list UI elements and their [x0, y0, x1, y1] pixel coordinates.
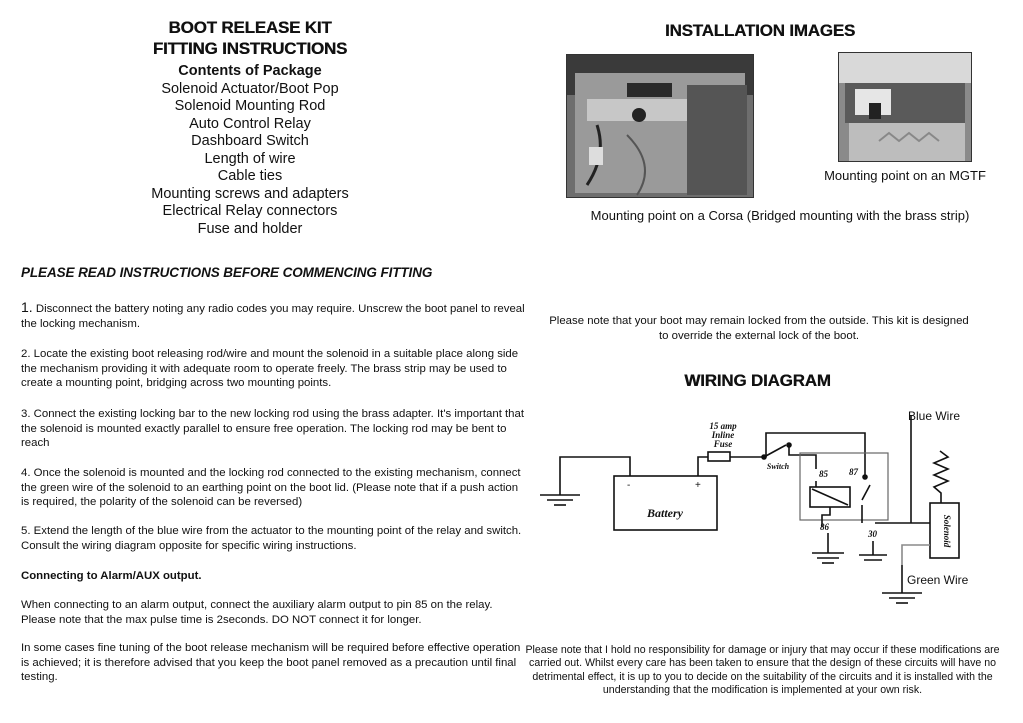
- step-3: 3. Connect the existing locking bar to the new locking rod using the brass adapter. It's important that the solenoid is mounted exactly parallel to ensure free operation. The locking rod may be bent to reach: [21, 408, 525, 450]
- positive-wire: [698, 457, 708, 476]
- installation-images-title: INSTALLATION IMAGES: [664, 21, 856, 40]
- read-instructions-heading: PLEASE READ INSTRUCTIONS BEFORE COMMENCING FITTING: [21, 265, 433, 280]
- battery-minus: -: [627, 480, 631, 491]
- green-wire-line: [902, 545, 930, 565]
- step-5: 5. Extend the length of the blue wire from the actuator to the mounting point of the relay and switch. Consult the wiring diagram opposite for specific wiring instructions.: [21, 525, 522, 552]
- fuse-label-3: Fuse: [713, 439, 733, 449]
- contents-heading: Contents of Package: [178, 63, 322, 79]
- switch-label: Switch: [766, 462, 790, 471]
- step-1: [21, 300, 526, 331]
- contents-item: Dashboard Switch: [191, 133, 309, 149]
- contents-item: Length of wire: [204, 150, 296, 167]
- relay-pin-30: 30: [868, 529, 877, 539]
- contents-item: Solenoid Actuator/Boot Pop: [161, 80, 339, 97]
- contents-item: Fuse and holder: [197, 220, 303, 237]
- lock-note: Please note that your boot may remain locked from the outside. This kit is designed to override the external lock of the boot.: [549, 315, 969, 342]
- contents-item: Solenoid Mounting Rod: [174, 98, 326, 114]
- fuse-label-2: Inline: [711, 430, 735, 440]
- contents-item: Auto Control Relay: [189, 115, 311, 132]
- wiring-diagram-title: WIRING DIAGRAM: [684, 371, 831, 390]
- alarm-heading: Connecting to Alarm/AUX output.: [21, 570, 202, 582]
- battery-plus: +: [695, 480, 701, 491]
- solenoid-ground: [882, 593, 922, 603]
- solenoid-label: Solenoid: [942, 514, 952, 548]
- kit-title-line1: BOOT RELEASE KIT: [168, 18, 332, 37]
- corsa-caption: Mounting point on a Corsa (Bridged mounting with the brass strip): [590, 208, 970, 223]
- disclaimer: Please note that I hold no responsibility for damage or injury that may occur if these modifications are carried out. Whilst every care has been taken to ensure that the design of these circuits will have no detrimental effect, it is up to you to decide on the suitability of the circuits and it is installed with the understanding that the modification is implemented at your own risk.: [525, 644, 1000, 697]
- relay-pin-85: 85: [819, 469, 828, 479]
- fuse-label-1: 15 amp: [709, 421, 737, 431]
- mgtf-mounting-photo: [838, 52, 972, 162]
- step-4: 4. Once the solenoid is mounted and the locking rod connected to the existing mechanism, connect the green wire of the solenoid to an earthing point on the boot lid. (Please note that if a push action is required, the polarity of the solenoid can be reversed): [21, 467, 521, 509]
- tuning-text: In some cases fine tuning of the boot release mechanism will be required before effective operation is achieved; it is therefore advised that you keep the boot panel removed as a precaution until final testing.: [21, 642, 521, 684]
- relay-pin30-ground: [859, 541, 887, 560]
- relay-pin-87: 87: [849, 467, 858, 477]
- kit-title: [120, 17, 380, 59]
- ground-symbol: [540, 495, 580, 505]
- package-contents: [110, 63, 390, 238]
- alarm-text: When connecting to an alarm output, connect the auxiliary alarm output to pin 85 on the relay. Please note that the max pulse time is 2seconds. DO NOT connect it for longer.: [21, 599, 493, 626]
- step-2: 2. Locate the existing boot releasing rod/wire and mount the solenoid in a suitable place along side the mechanism providing it with adequate room to operate freely. The brass strip may be used to create a mounting point, bridging across two mounting points.: [21, 348, 519, 390]
- contents-item: Mounting screws and adapters: [151, 185, 349, 202]
- relay-pin-86: 86: [820, 522, 829, 532]
- step-1-text: Disconnect the battery noting any radio codes you may require. Unscrew the boot panel to reveal the locking mechanism.: [21, 303, 525, 330]
- blue-wire-label: Blue Wire: [908, 409, 961, 423]
- solenoid-spring: [934, 451, 948, 503]
- wiring-diagram: [530, 405, 1020, 620]
- relay-ground: [812, 533, 844, 563]
- kit-title-line2: FITTING INSTRUCTIONS: [152, 39, 348, 58]
- step-1-number: 1.: [21, 299, 33, 315]
- mgtf-caption: Mounting point on an MGTF: [824, 168, 986, 183]
- contents-item: Electrical Relay connectors: [162, 203, 338, 219]
- green-wire-label: Green Wire: [907, 573, 969, 587]
- battery-label: Battery: [647, 506, 683, 520]
- fuse-symbol: [708, 452, 730, 461]
- contents-item: Cable ties: [217, 168, 283, 184]
- corsa-mounting-photo: [566, 54, 754, 198]
